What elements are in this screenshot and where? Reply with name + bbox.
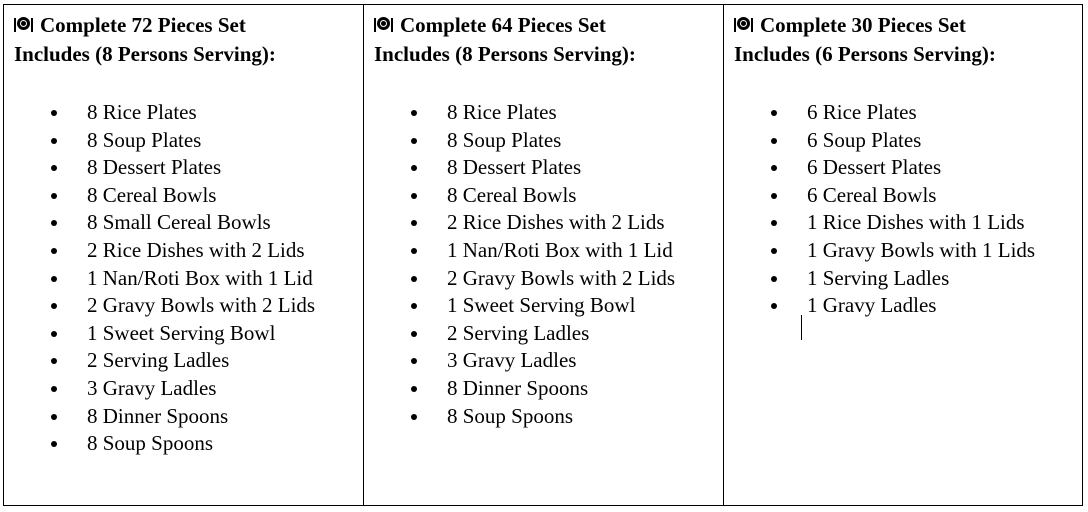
bullet-icon	[51, 138, 57, 144]
list-item	[374, 347, 723, 375]
fork-knife-plate-icon	[14, 17, 33, 33]
bullet-icon	[51, 193, 57, 199]
bullet-icon	[411, 414, 417, 420]
list-item-text: 6 Rice Plates	[807, 100, 917, 124]
list-item-text: 8 Cereal Bowls	[87, 182, 217, 207]
list-item	[734, 265, 1082, 293]
list-item-text: 1 Gravy Bowls with 1 Lids	[807, 237, 1036, 262]
set-heading-line1: Complete 64 Pieces Set	[400, 13, 606, 37]
list-item	[14, 320, 363, 348]
list-item-text: 8 Dinner Spoons	[447, 375, 589, 400]
bullet-icon	[411, 276, 417, 282]
bullet-icon	[411, 138, 417, 144]
bullet-icon	[51, 441, 57, 447]
list-item-text: 3 Gravy Ladles	[447, 348, 577, 373]
bullet-icon	[51, 110, 57, 116]
list-item	[14, 292, 363, 320]
list-item-text: 6 Cereal Bowls	[807, 182, 937, 207]
list-item	[14, 127, 363, 155]
bullet-icon	[411, 248, 417, 254]
list-item-text: 8 Rice Plates	[87, 100, 197, 124]
list-item-text: 6 Dessert Plates	[807, 155, 942, 180]
bullet-icon	[51, 358, 57, 364]
list-item	[14, 182, 363, 210]
set-heading	[374, 11, 723, 40]
list-item	[734, 127, 1082, 155]
set-heading-line1: Complete 72 Pieces Set	[40, 13, 246, 37]
bullet-icon	[771, 138, 777, 144]
list-item-text: 8 Dessert Plates	[447, 155, 582, 180]
list-item	[374, 403, 723, 431]
item-list	[374, 99, 723, 430]
list-item	[14, 265, 363, 293]
list-item-text: 6 Soup Plates	[807, 127, 922, 152]
text-cursor	[801, 315, 802, 340]
set-heading	[734, 11, 1082, 40]
list-item	[734, 154, 1082, 182]
list-item-text: 2 Gravy Bowls with 2 Lids	[87, 293, 316, 318]
set-column-72-pieces[interactable]	[4, 5, 363, 505]
list-item-text: 2 Rice Dishes with 2 Lids	[87, 237, 305, 262]
set-heading	[14, 11, 363, 40]
sets-table	[3, 4, 1083, 506]
list-item-text: 8 Soup Spoons	[87, 431, 214, 456]
bullet-icon	[51, 331, 57, 337]
list-item-text: 1 Rice Dishes with 1 Lids	[807, 210, 1025, 235]
set-heading-line1: Complete 30 Pieces Set	[760, 13, 966, 37]
item-list	[14, 99, 363, 458]
list-item-text: 8 Cereal Bowls	[447, 182, 577, 207]
list-item-text: 2 Serving Ladles	[447, 320, 590, 345]
set-column-64-pieces[interactable]	[363, 5, 723, 505]
list-item-text: 1 Sweet Serving Bowl	[87, 320, 276, 345]
list-item	[734, 209, 1082, 237]
list-item	[14, 430, 363, 458]
bullet-icon	[411, 386, 417, 392]
list-item	[14, 403, 363, 431]
bullet-icon	[771, 276, 777, 282]
list-item	[734, 99, 1082, 127]
list-item	[734, 237, 1082, 265]
list-item	[734, 292, 1082, 320]
bullet-icon	[51, 220, 57, 226]
list-item	[14, 154, 363, 182]
list-item-text: 1 Gravy Ladles	[807, 293, 937, 318]
list-item	[14, 347, 363, 375]
bullet-icon	[771, 165, 777, 171]
bullet-icon	[771, 303, 777, 309]
list-item-text: 8 Soup Plates	[87, 127, 202, 152]
list-item-text: 8 Dessert Plates	[87, 155, 222, 180]
list-item-text: 8 Soup Plates	[447, 127, 562, 152]
bullet-icon	[411, 220, 417, 226]
bullet-icon	[411, 193, 417, 199]
list-item	[14, 237, 363, 265]
set-heading-line2: Includes (8 Persons Serving):	[374, 42, 636, 66]
list-item	[14, 375, 363, 403]
bullet-icon	[771, 220, 777, 226]
bullet-icon	[411, 165, 417, 171]
set-heading-line2: Includes (6 Persons Serving):	[734, 42, 996, 66]
list-item-text: 1 Nan/Roti Box with 1 Lid	[447, 237, 673, 262]
list-item	[374, 154, 723, 182]
list-item	[374, 375, 723, 403]
list-item-text: 8 Rice Plates	[447, 100, 557, 124]
bullet-icon	[771, 110, 777, 116]
list-item-text: 2 Gravy Bowls with 2 Lids	[447, 265, 676, 290]
list-item	[374, 292, 723, 320]
bullet-icon	[411, 303, 417, 309]
bullet-icon	[51, 248, 57, 254]
list-item-text: 8 Small Cereal Bowls	[87, 210, 271, 235]
fork-knife-plate-icon	[374, 17, 393, 33]
list-item	[14, 99, 363, 127]
bullet-icon	[411, 110, 417, 116]
list-item-text: 8 Soup Spoons	[447, 403, 574, 428]
bullet-icon	[51, 276, 57, 282]
item-list	[734, 99, 1082, 320]
list-item	[374, 99, 723, 127]
list-item	[374, 265, 723, 293]
list-item	[374, 182, 723, 210]
list-item	[734, 182, 1082, 210]
list-item	[14, 209, 363, 237]
list-item-text: 2 Rice Dishes with 2 Lids	[447, 210, 665, 235]
list-item	[374, 320, 723, 348]
bullet-icon	[771, 248, 777, 254]
bullet-icon	[51, 165, 57, 171]
list-item	[374, 127, 723, 155]
list-item	[374, 237, 723, 265]
list-item-text: 1 Sweet Serving Bowl	[447, 293, 636, 318]
bullet-icon	[411, 358, 417, 364]
list-item	[374, 209, 723, 237]
bullet-icon	[771, 193, 777, 199]
bullet-icon	[51, 414, 57, 420]
list-item-text: 3 Gravy Ladles	[87, 375, 217, 400]
fork-knife-plate-icon	[734, 17, 753, 33]
list-item-text: 1 Nan/Roti Box with 1 Lid	[87, 265, 313, 290]
set-heading-line2: Includes (8 Persons Serving):	[14, 42, 276, 66]
list-item-text: 8 Dinner Spoons	[87, 403, 229, 428]
bullet-icon	[411, 331, 417, 337]
list-item-text: 2 Serving Ladles	[87, 348, 230, 373]
list-item-text: 1 Serving Ladles	[807, 265, 950, 290]
set-column-30-pieces[interactable]	[723, 5, 1082, 505]
bullet-icon	[51, 303, 57, 309]
bullet-icon	[51, 386, 57, 392]
